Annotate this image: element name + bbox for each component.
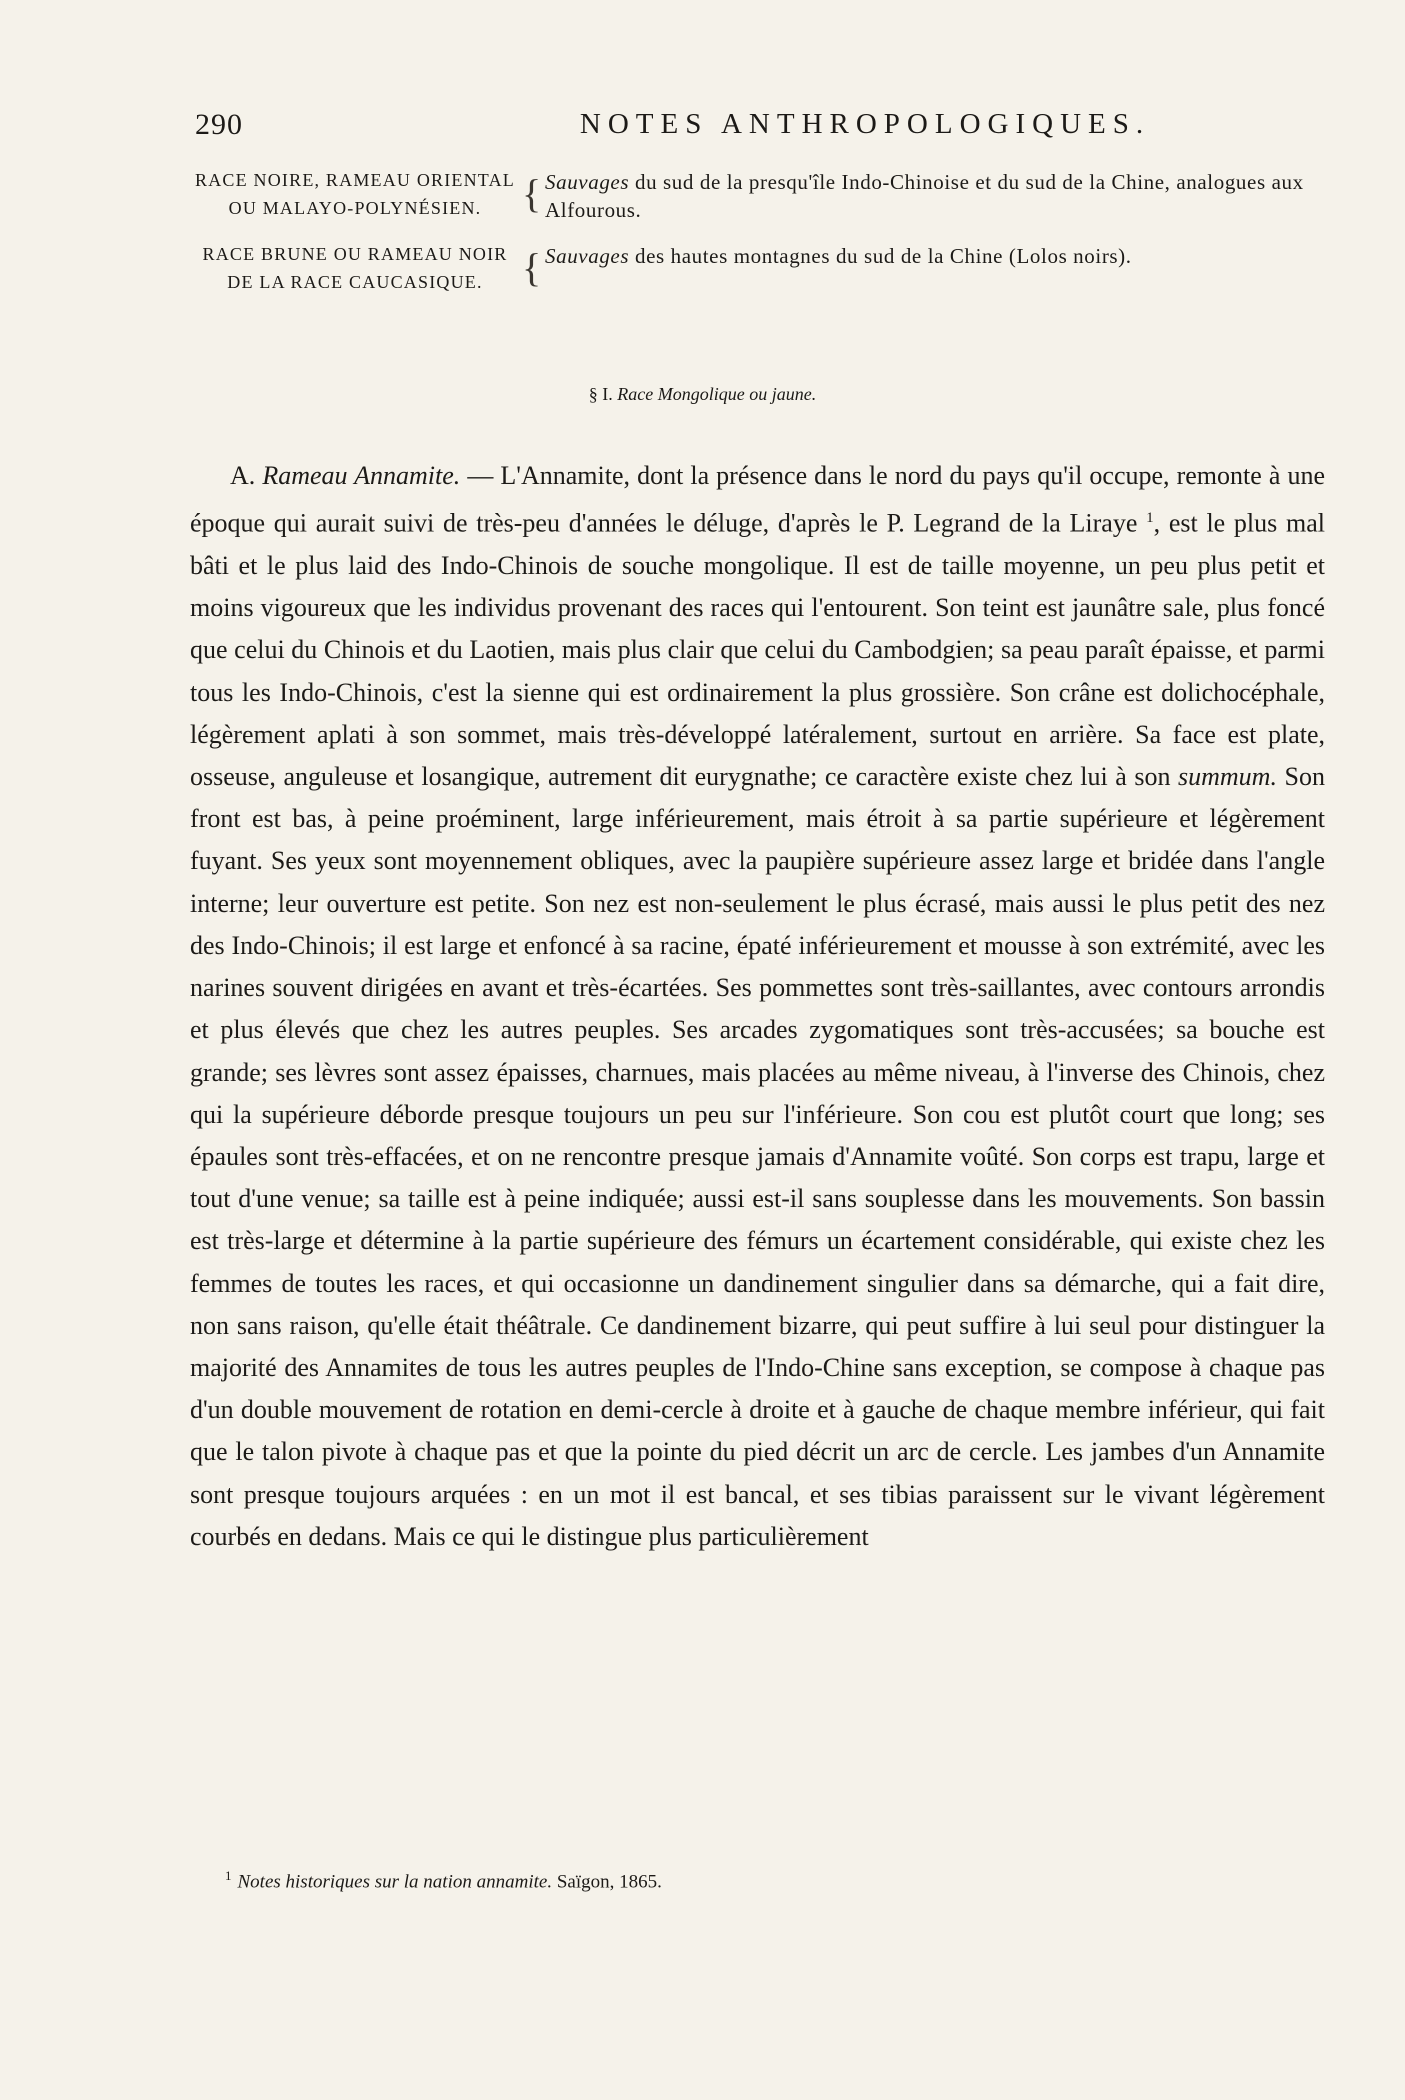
footnote-number: 1	[225, 1868, 232, 1883]
paragraph-heading: Rameau Annamite.	[262, 461, 461, 490]
paragraph-text: Son front est bas, à peine proéminent, large inférieurement, mais étroit à sa partie supérieure et légèrement fuyant. Ses yeux sont moyennement obliques, avec la paupière supérieure assez large et bridée dans l'angle interne; leur ouverture est petite. Son nez est non-seulement le plus écrasé, mais aussi le plus petit des nez des Indo-Chinois; il est large et enfoncé à sa racine, épaté inférieurement et mousse à son extrémité, avec les narines souvent dirigées en avant et très-écartées. Ses pommettes sont très-saillantes, avec contours arrondis et plus élevés que chez les autres peuples. Ses arcades zygomatiques sont très-accusées; sa bouche est grande; ses lèvres sont assez épaisses, charnues, mais placées au même niveau, à l'inverse des Chinois, chez qui la supérieure déborde presque toujours un peu sur l'inférieure. Son cou est plutôt court que long; ses épaules sont très-effacées, et on ne rencontre presque jamais d'Annamite voûté. Son corps est trapu, large et tout d'une venue; sa taille est à peine indiquée; aussi est-il sans souplesse dans les mouvements. Son bassin est très-large et détermine à la partie supérieure des fémurs un écartement considérable, qui existe chez les femmes de toutes les races, et qui occasionne un dandinement singulier dans sa démarche, qui a fait dire, non sans raison, qu'elle était théâtrale. Ce dandinement bizarre, qui peut suffire à lui seul pour distinguer la majorité des Annamites de tous les autres peuples de l'Indo-Chine sans exception, se compose à chaque pas d'un double mouvement de rotation en demi-cercle à droite et à gauche de chaque membre inférieur, qui fait que le talon pivote à chaque pas et que la pointe du pied décrit un arc de cercle. Les jambes d'un Annamite sont presque toujours arquées : en un mot il est bancal, et ses tibias paraissent sur le vivant légèrement courbés en dedans. Mais ce qui le distingue plus particulièrement	[190, 762, 1325, 1551]
description-text: des hautes montagnes du sud de la Chine (Lolos noirs).	[629, 244, 1132, 268]
race-description	[545, 242, 1345, 270]
paragraph-text: — L'Annamite, dont la présence dans le nord du pays qu'il occupe, remonte à une époque qui aurait suivi de très-peu d'années le déluge, d'après le P. Legrand de la Liraye	[190, 461, 1325, 538]
section-heading	[0, 384, 1405, 405]
body-text	[190, 455, 1325, 1558]
running-title: NOTES ANTHROPOLOGIQUES.	[579, 108, 1151, 140]
paragraph	[190, 455, 1325, 1558]
paragraph-letter: A.	[230, 461, 263, 490]
race-description	[545, 168, 1345, 224]
table-row	[190, 166, 1350, 234]
brace-glyph: {	[522, 245, 542, 290]
brace-glyph: {	[522, 171, 542, 216]
race-name: RACE NOIRE, RAMEAU ORIENTAL OU MALAYO-POLYNÉSIEN.	[195, 170, 515, 218]
footnote-reference[interactable]: 1	[1146, 510, 1154, 527]
section-symbol: § I.	[588, 384, 618, 404]
race-name: RACE BRUNE OU RAMEAU NOIR DE LA RACE CAUCASIQUE.	[202, 244, 508, 292]
table-row	[190, 240, 1350, 308]
description-italic: Sauvages	[545, 170, 630, 194]
page-number: 290	[195, 108, 243, 141]
section-title: Race Mongolique ou jaune.	[617, 384, 817, 404]
footnote-title: Notes historiques sur la nation annamite.	[237, 1871, 553, 1893]
footnote	[225, 1868, 1225, 1893]
footnote-text: Saïgon, 1865.	[552, 1871, 662, 1893]
race-classification-table	[190, 166, 1350, 314]
description-text: du sud de la presqu'île Indo-Chinoise et du sud de la Chine, analogues aux Alfourous.	[545, 170, 1304, 222]
paragraph-text: , est le plus mal bâti et le plus laid des Indo-Chinois de souche mongolique. Il est de taille moyenne, un peu plus petit et moins vigoureux que les individus provenant des races qui l'entourent. Son teint est jaunâtre sale, plus foncé que celui du Chinois et du Laotien, mais plus clair que celui du Cambodgien; sa peau paraît épaisse, et parmi tous les Indo-Chinois, c'est la sienne qui est ordinairement la plus grossière. Son crâne est dolichocéphale, légèrement aplati à son sommet, mais très-développé latéralement, surtout en arrière. Sa face est plate, osseuse, anguleuse et losangique, autrement dit eurygnathe; ce caractère existe chez lui à son	[190, 508, 1325, 792]
description-italic: Sauvages	[545, 244, 630, 268]
running-head	[195, 108, 1330, 148]
italic-term: summum.	[1178, 762, 1277, 792]
